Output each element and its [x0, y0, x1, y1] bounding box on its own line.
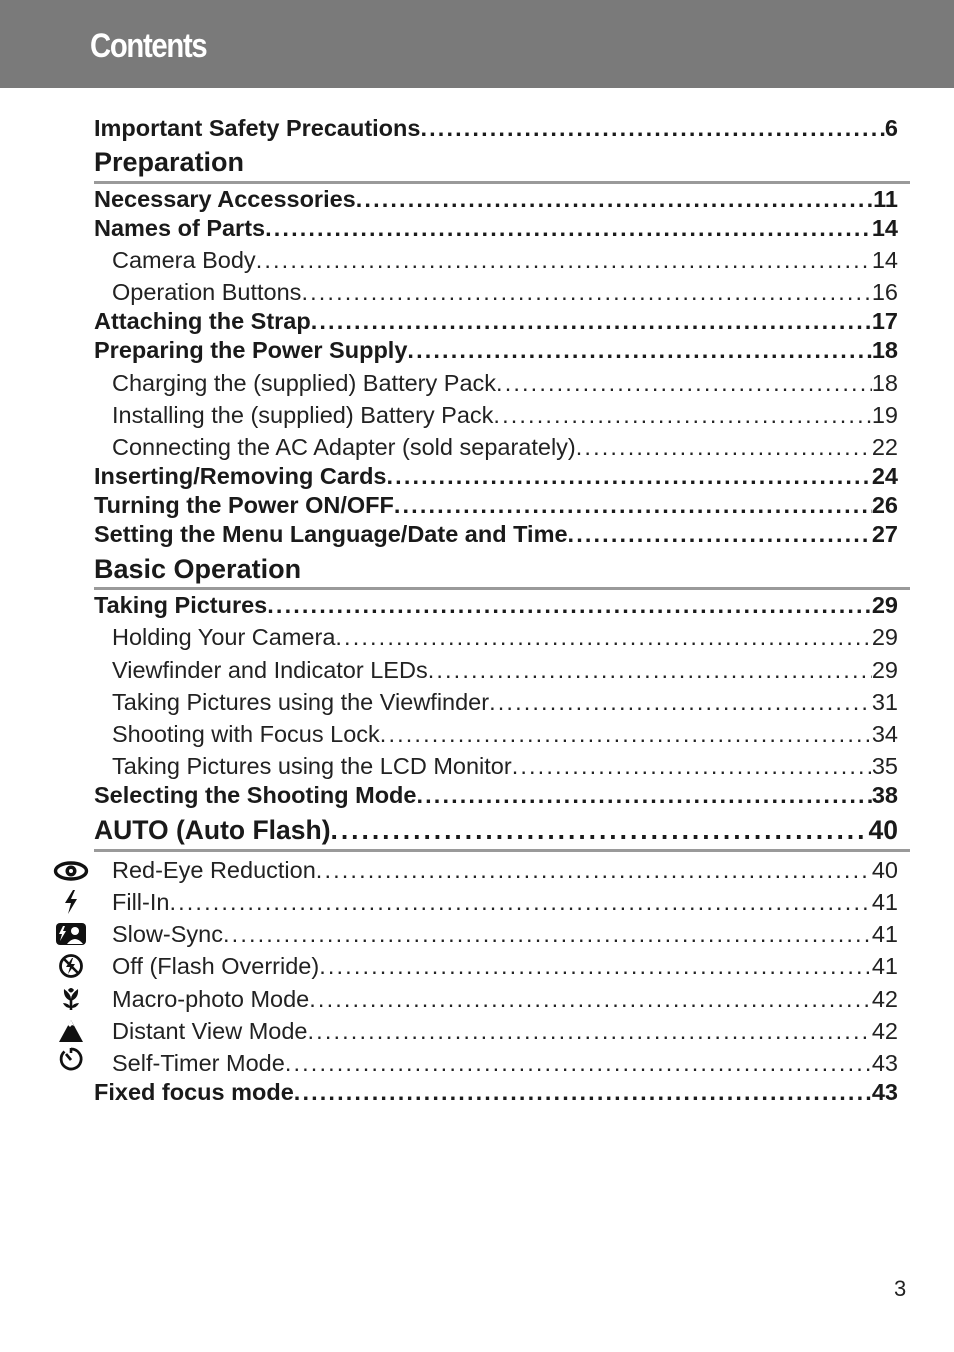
- toc-entry-label: Macro-photo Mode: [112, 986, 310, 1012]
- dot-leader: [416, 781, 871, 809]
- toc-entry-fixed-focus[interactable]: [94, 1078, 898, 1106]
- toc-entry-label: Connecting the AC Adapter (sold separately): [112, 434, 576, 460]
- dot-leader: [311, 307, 872, 335]
- toc-entry-page: 43: [871, 1050, 898, 1076]
- dot-leader: [489, 687, 872, 717]
- toc-entry-page: 35: [871, 753, 898, 779]
- toc-entry-page: 29: [871, 657, 898, 683]
- toc-entry-label: Charging the (supplied) Battery Pack: [112, 370, 497, 396]
- toc-entry-page: 6: [884, 115, 898, 141]
- toc-entry-page: 42: [871, 1018, 898, 1044]
- toc-entry-macro[interactable]: [112, 984, 898, 1014]
- flash-off-icon: [52, 952, 90, 980]
- toc-entry-label: Taking Pictures: [94, 592, 268, 618]
- toc-entry-label: Taking Pictures using the Viewfinder: [112, 689, 490, 715]
- dot-leader: [169, 887, 871, 917]
- toc-entry-page: 40: [868, 815, 898, 845]
- toc-entry-page: 14: [871, 247, 898, 273]
- toc-entry-label: AUTO (Auto Flash): [94, 815, 331, 845]
- dot-leader: [265, 214, 872, 242]
- section-heading-preparation: Preparation: [94, 147, 245, 177]
- toc-entry-necessary-accessories[interactable]: [94, 185, 898, 213]
- toc-entry-label: Necessary Accessories: [94, 186, 356, 212]
- toc-entry-label: Slow-Sync: [112, 921, 224, 947]
- dot-leader: [319, 951, 872, 981]
- toc-entry-page: 18: [871, 337, 898, 363]
- toc-entry-slow-sync[interactable]: [112, 919, 898, 949]
- toc-entry-page: 11: [873, 186, 898, 212]
- toc-entry-page: 38: [871, 782, 898, 808]
- dot-leader: [316, 855, 872, 885]
- toc-entry-names-of-parts[interactable]: [94, 214, 898, 242]
- toc-entry-taking-pictures[interactable]: [94, 591, 898, 619]
- toc-entry-label: Fixed focus mode: [94, 1079, 294, 1105]
- page-title: Contents: [90, 27, 207, 65]
- dot-leader: [256, 245, 872, 275]
- toc-entry-label: Self-Timer Mode: [112, 1050, 285, 1076]
- night-portrait-icon: [52, 920, 90, 948]
- section-heading-basic-operation: Basic Operation: [94, 554, 302, 584]
- dot-leader: [285, 1048, 872, 1078]
- section-rule: [94, 587, 910, 590]
- toc-entry-label: Red-Eye Reduction: [112, 857, 316, 883]
- toc-entry-power-supply[interactable]: [94, 336, 898, 364]
- dot-leader: [496, 368, 872, 398]
- toc-entry-label: Selecting the Shooting Mode: [94, 782, 417, 808]
- toc-entry-label: Distant View Mode: [112, 1018, 308, 1044]
- dot-leader: [420, 114, 884, 142]
- toc-entry-power-onoff[interactable]: [94, 491, 898, 519]
- flash-icon: [52, 888, 90, 916]
- toc-entry-label: Turning the Power ON/OFF: [94, 492, 394, 518]
- toc-entry-label: Camera Body: [112, 247, 256, 273]
- page-number: 3: [894, 1276, 907, 1301]
- toc-entry-page: 29: [871, 624, 898, 650]
- toc-entry-menu-language[interactable]: [94, 520, 898, 548]
- dot-leader: [428, 655, 872, 685]
- toc-entry-focus-lock[interactable]: [112, 719, 898, 749]
- toc-entry-safety[interactable]: [94, 114, 898, 142]
- toc-entry-label: Operation Buttons: [112, 279, 302, 305]
- toc-entry-attaching-strap[interactable]: [94, 307, 898, 335]
- dot-leader: [576, 432, 872, 462]
- toc-entry-ac-adapter[interactable]: [112, 432, 898, 462]
- toc-entry-page: 18: [871, 370, 898, 396]
- toc-entry-operation-buttons[interactable]: [112, 277, 898, 307]
- dot-leader: [387, 462, 872, 490]
- toc-entry-page: 27: [871, 521, 898, 547]
- toc-entry-page: 43: [871, 1079, 898, 1105]
- dot-leader: [294, 1078, 872, 1106]
- toc-entry-page: 17: [871, 308, 898, 334]
- toc-entry-page: 41: [871, 889, 898, 915]
- toc-entry-label: Important Safety Precautions: [94, 115, 421, 141]
- toc-entry-self-timer[interactable]: [112, 1048, 898, 1078]
- toc-entry-page: 31: [871, 689, 898, 715]
- dot-leader: [380, 719, 872, 749]
- toc-entry-page: 40: [871, 857, 898, 883]
- dot-leader: [301, 277, 871, 307]
- toc-entry-label: Viewfinder and Indicator LEDs: [112, 657, 428, 683]
- toc-entry-pictures-viewfinder[interactable]: [112, 687, 898, 717]
- toc-entry-label: Shooting with Focus Lock: [112, 721, 380, 747]
- toc-entry-page: 26: [871, 492, 898, 518]
- dot-leader: [223, 919, 872, 949]
- toc-entry-page: 14: [871, 215, 898, 241]
- toc-entry-page: 16: [871, 279, 898, 305]
- toc-entry-label: Inserting/Removing Cards: [94, 463, 387, 489]
- toc-entry-page: 29: [871, 592, 898, 618]
- dot-leader: [308, 1016, 872, 1046]
- dot-leader: [331, 814, 869, 846]
- section-rule: [94, 181, 910, 184]
- toc-entry-label: Setting the Menu Language/Date and Time: [94, 521, 568, 547]
- dot-leader: [407, 336, 871, 364]
- dot-leader: [493, 400, 871, 430]
- toc-entry-page: 42: [871, 986, 898, 1012]
- toc-entry-page: 19: [871, 402, 898, 428]
- dot-leader: [394, 491, 872, 519]
- dot-leader: [568, 520, 872, 548]
- self-timer-icon: [52, 1045, 90, 1073]
- macro-flower-icon: [52, 985, 90, 1013]
- toc-entry-page: 41: [871, 953, 898, 979]
- toc-entry-cards[interactable]: [94, 462, 898, 490]
- toc-entry-distant-view[interactable]: [112, 1016, 898, 1046]
- dot-leader: [267, 591, 872, 619]
- toc-entry-label: Preparing the Power Supply: [94, 337, 408, 363]
- dot-leader: [512, 751, 872, 781]
- toc-entry-label: Holding Your Camera: [112, 624, 336, 650]
- toc-entry-camera-body[interactable]: [112, 245, 898, 275]
- toc-entry-label: Off (Flash Override): [112, 953, 320, 979]
- dot-leader: [309, 984, 872, 1014]
- section-rule: [94, 849, 910, 852]
- toc-entry-label: Attaching the Strap: [94, 308, 311, 334]
- red-eye-icon: [52, 857, 90, 885]
- toc-entry-installing-battery[interactable]: [112, 400, 898, 430]
- dot-leader: [356, 185, 873, 213]
- toc-entry-page: 24: [871, 463, 898, 489]
- toc-entry-page: 34: [871, 721, 898, 747]
- toc-entry-charging-battery[interactable]: [112, 368, 898, 398]
- toc-entry-page: 41: [871, 921, 898, 947]
- mountain-icon: [52, 1017, 90, 1045]
- toc-entry-red-eye[interactable]: [112, 855, 898, 885]
- toc-entry-label: Installing the (supplied) Battery Pack: [112, 402, 494, 428]
- toc-entry-auto-flash[interactable]: [94, 814, 898, 846]
- toc-entry-pictures-lcd[interactable]: [112, 751, 898, 781]
- toc-entry-viewfinder-leds[interactable]: [112, 655, 898, 685]
- toc-entry-label: Taking Pictures using the LCD Monitor: [112, 753, 512, 779]
- toc-entry-shooting-mode[interactable]: [94, 781, 898, 809]
- toc-entry-page: 22: [871, 434, 898, 460]
- dot-leader: [335, 622, 871, 652]
- toc-entry-holding-camera[interactable]: [112, 622, 898, 652]
- toc-entry-label: Names of Parts: [94, 215, 266, 241]
- toc-entry-label: Fill-In: [112, 889, 170, 915]
- toc-entry-fill-in[interactable]: [112, 887, 898, 917]
- toc-entry-flash-off[interactable]: [112, 951, 898, 981]
